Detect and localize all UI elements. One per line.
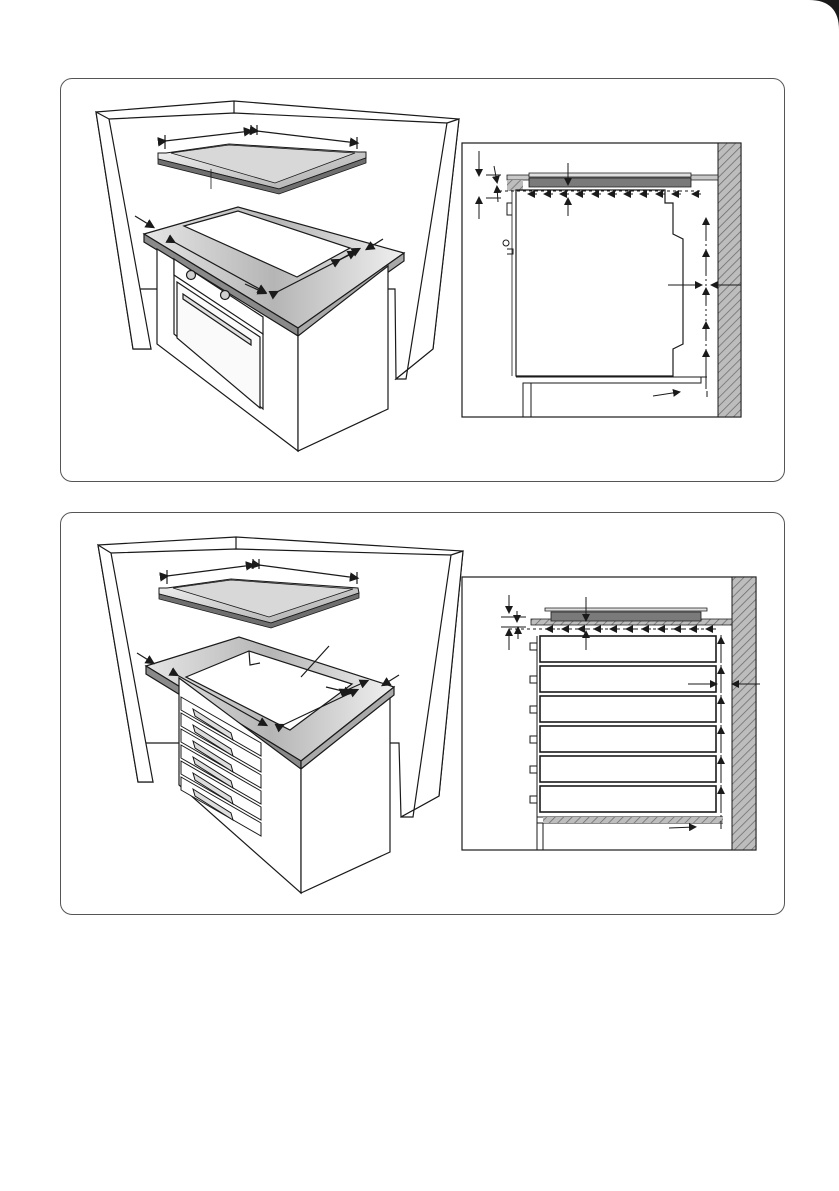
drawer-installation-diagram: [61, 513, 786, 916]
drawer-section-view: [462, 577, 756, 850]
oven-installation-panel: [60, 78, 785, 482]
page-corner-mark: [809, 0, 839, 30]
counter-cabinet: [144, 207, 404, 451]
oven-installation-diagram: [61, 79, 786, 483]
drawer-installation-panel: [60, 512, 785, 915]
oven-section-view: [462, 143, 741, 417]
